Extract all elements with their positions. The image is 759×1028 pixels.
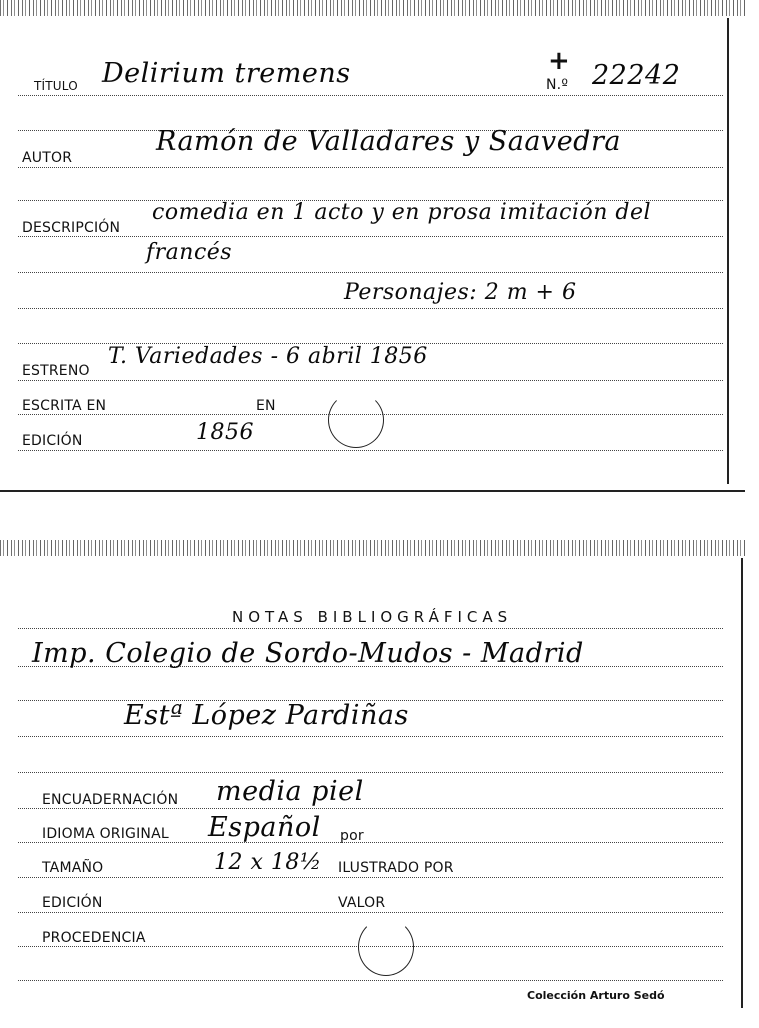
card-right-border [727,18,729,484]
estreno-label: ESTRENO [22,363,90,379]
ruled-line [18,236,723,237]
autor-value: Ramón de Valladares y Saavedra [156,126,621,157]
personajes-value: Personajes: 2 m + 6 [344,280,577,305]
titulo-label: TÍTULO [34,79,78,93]
en-label: EN [256,398,276,414]
catalog-card-front [0,0,745,492]
ruled-line [18,912,723,913]
numero-value: 22242 [592,60,681,91]
ruled-line [18,308,723,309]
encuadernacion-value: media piel [216,776,364,807]
notes-line-1: Imp. Colegio de Sordo-Mudos - Madrid [32,638,584,669]
collection-footer: Colección Arturo Sedó [527,989,665,1002]
tamano-label: TAMAÑO [42,860,104,876]
card-bottom-border [0,490,745,492]
valor-label: VALOR [338,895,386,911]
ruled-line [18,842,723,843]
card-right-border [741,558,743,1008]
descripcion-label: DESCRIPCIÓN [22,220,121,236]
ruled-line [18,167,723,168]
notes-line-2: Estª López Pardiñas [124,700,409,731]
catalog-card-back [0,540,745,1028]
ruled-line [18,736,723,737]
ruled-line [18,450,723,451]
ruled-line [18,380,723,381]
notas-bibliograficas-heading: NOTAS BIBLIOGRÁFICAS [232,608,513,626]
punch-hole-circle [358,918,414,976]
idioma-original-value: Español [208,812,321,843]
card-top-edge [0,540,745,556]
ruled-line [18,808,723,809]
idioma-original-label: IDIOMA ORIGINAL [42,826,169,842]
ruled-line [18,95,723,96]
ruled-line [18,980,723,981]
edicion-label: EDICIÓN [42,895,103,911]
ruled-line [18,272,723,273]
numero-label: N.º [546,77,569,93]
edicion-value: 1856 [196,420,254,445]
card-top-edge [0,0,745,16]
tamano-value: 12 x 18½ [214,850,322,875]
ruled-line [18,877,723,878]
encuadernacion-label: ENCUADERNACIÓN [42,792,179,808]
ilustrado-por-label: ILUSTRADO POR [338,860,454,876]
autor-label: AUTOR [22,150,73,166]
ruled-line [18,772,723,773]
punch-hole-circle [328,392,384,448]
estreno-value: T. Variedades - 6 abril 1856 [108,344,428,369]
por-label: por [340,828,364,844]
edicion-label: EDICIÓN [22,433,83,449]
titulo-value: Delirium tremens [102,58,351,89]
cross-mark: + [548,46,570,76]
procedencia-label: PROCEDENCIA [42,930,146,946]
ruled-line [18,628,723,629]
escrita-en-label: ESCRITA EN [22,398,107,414]
descripcion-value-line-1: comedia en 1 acto y en prosa imitación del [152,200,652,225]
descripcion-value-line-2: francés [146,240,233,265]
